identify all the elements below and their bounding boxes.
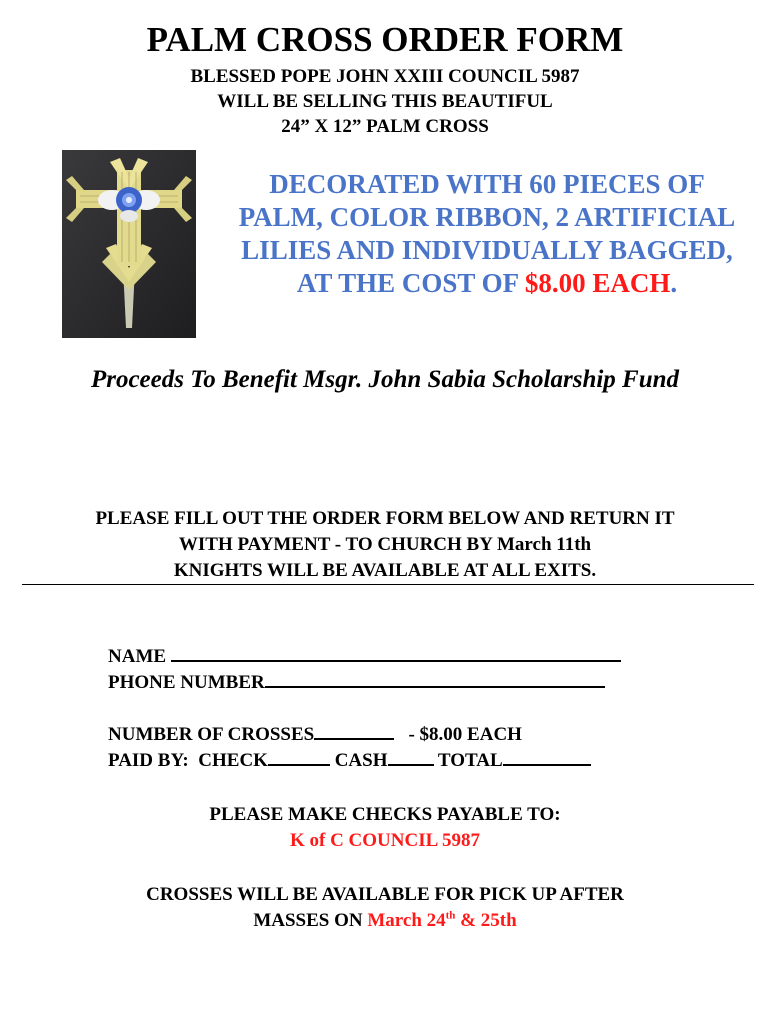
payee-name: K of C COUNCIL 5987 bbox=[289, 830, 480, 851]
pickup-section bbox=[0, 882, 770, 934]
payable-section bbox=[0, 802, 770, 854]
description-line-3: LILIES AND INDIVIDUALLY BAGGED, bbox=[241, 235, 733, 265]
pickup-date-1-suffix: th bbox=[445, 909, 456, 922]
order-form-fields bbox=[108, 643, 621, 773]
subtitle bbox=[0, 64, 770, 139]
check-label: CHECK bbox=[198, 750, 268, 771]
name-field[interactable] bbox=[171, 643, 621, 662]
pickup-line-1: CROSSES WILL BE AVAILABLE FOR PICK UP AFTER bbox=[146, 884, 624, 905]
crosses-label: NUMBER OF CROSSES bbox=[108, 724, 315, 745]
cost-prefix: AT THE COST OF bbox=[296, 268, 525, 298]
pickup-line-2 bbox=[0, 908, 770, 934]
instructions bbox=[0, 506, 770, 584]
proceeds-note: Proceeds To Benefit Msgr. John Sabia Scholarship Fund bbox=[90, 366, 680, 393]
instructions-line-3: KNIGHTS WILL BE AVAILABLE AT ALL EXITS. bbox=[173, 560, 597, 581]
pickup-prefix: MASSES ON bbox=[253, 910, 368, 931]
phone-row bbox=[108, 669, 621, 695]
subtitle-line-2: WILL BE SELLING THIS BEAUTIFUL bbox=[217, 91, 553, 112]
check-field[interactable] bbox=[268, 747, 330, 766]
subtitle-line-1: BLESSED POPE JOHN XXIII COUNCIL 5987 bbox=[190, 66, 580, 87]
total-field[interactable] bbox=[503, 747, 591, 766]
description-line-2: PALM, COLOR RIBBON, 2 ARTIFICIAL bbox=[238, 202, 736, 232]
crosses-quantity-field[interactable] bbox=[314, 721, 394, 740]
pickup-date-1: March 24 bbox=[367, 910, 446, 931]
instructions-line-1: PLEASE FILL OUT THE ORDER FORM BELOW AND RETURN IT bbox=[95, 508, 675, 529]
pickup-dates bbox=[367, 910, 516, 931]
phone-field[interactable] bbox=[265, 669, 605, 688]
payable-label: PLEASE MAKE CHECKS PAYABLE TO: bbox=[209, 804, 561, 825]
palm-cross-icon bbox=[62, 150, 196, 338]
cost-value: $8.00 EACH bbox=[524, 268, 671, 298]
name-row bbox=[108, 643, 621, 669]
description-cost-line bbox=[210, 267, 764, 300]
product-description bbox=[210, 168, 764, 300]
palm-cross-photo bbox=[62, 150, 196, 338]
description-line-1: DECORATED WITH 60 PIECES OF bbox=[269, 169, 705, 199]
total-label: TOTAL bbox=[437, 750, 503, 771]
pickup-date-2: & 25th bbox=[455, 910, 517, 931]
crosses-row bbox=[108, 721, 621, 747]
cash-label: CASH bbox=[334, 750, 388, 771]
phone-label: PHONE NUMBER bbox=[108, 672, 265, 693]
page-title: PALM CROSS ORDER FORM bbox=[146, 20, 624, 59]
subtitle-line-3: 24” X 12” PALM CROSS bbox=[281, 116, 489, 137]
name-label: NAME bbox=[108, 646, 167, 667]
cash-field[interactable] bbox=[388, 747, 434, 766]
paid-by-label: PAID BY: bbox=[108, 750, 189, 771]
instructions-line-2: WITH PAYMENT - TO CHURCH BY March 11th bbox=[178, 534, 592, 555]
price-each: - $8.00 EACH bbox=[408, 724, 522, 745]
payment-row bbox=[108, 747, 621, 773]
cost-suffix: . bbox=[670, 268, 678, 298]
divider-line bbox=[22, 584, 754, 585]
